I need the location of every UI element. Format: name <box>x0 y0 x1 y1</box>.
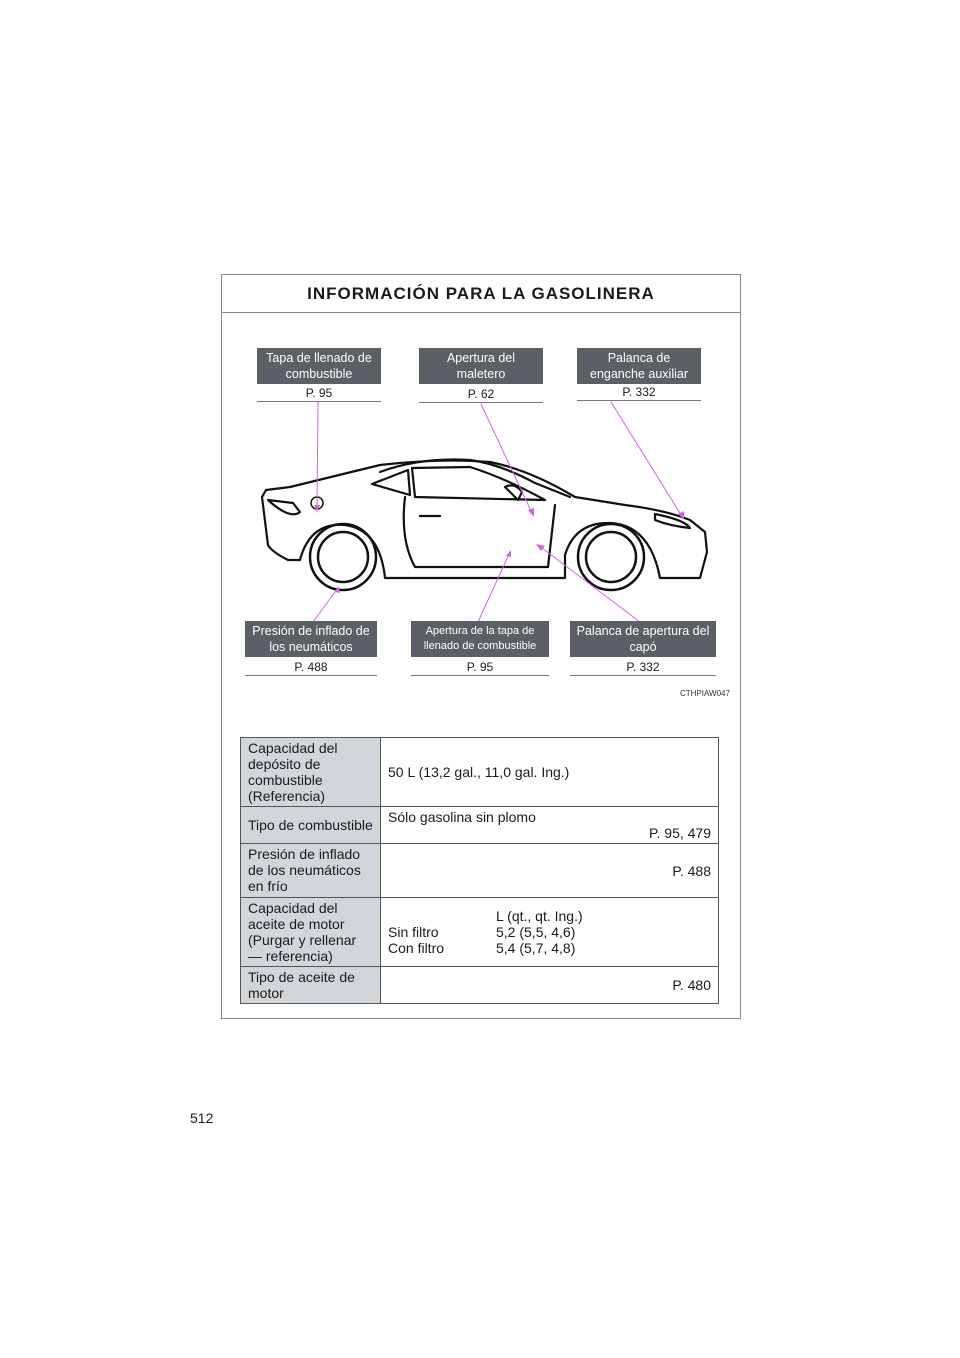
diagram-code: CTHPIAW047 <box>680 689 730 698</box>
car-door <box>404 497 555 567</box>
callout-fuel-cap <box>317 402 318 510</box>
callout-fuel-door <box>478 552 510 622</box>
row-value <box>381 807 719 844</box>
fuel-info-table <box>240 737 719 1004</box>
row-value <box>381 738 719 807</box>
tire-pressure-ref: P. 488 <box>381 844 719 898</box>
oil-row-label: Con filtro <box>388 940 445 956</box>
label-fuel-door: Apertura de la tapa de llenado de combustible <box>411 621 549 657</box>
car-mirror <box>505 485 522 500</box>
ref-tire-pressure: P. 488 <box>245 660 377 676</box>
label-tire-pressure: Presión de inflado de los neumáticos <box>245 621 377 657</box>
row-key: Tipo de aceite de motor <box>241 967 381 1004</box>
rear-wheel <box>310 524 376 590</box>
car-headlight <box>655 514 690 528</box>
oil-row-value: 5,2 (5,5, 4,6) <box>496 924 576 940</box>
ref-hood: P. 332 <box>570 660 716 676</box>
car-body-outline <box>262 461 707 578</box>
page-title: INFORMACIÓN PARA LA GASOLINERA <box>222 275 740 313</box>
front-wheel-rim <box>586 532 636 582</box>
front-wheel <box>578 524 644 590</box>
row-key: Presión de inflado de los neumáticos en frío <box>241 844 381 898</box>
label-trunk: Apertura del maletero <box>419 348 543 384</box>
table-row <box>241 898 719 967</box>
callout-tire <box>313 588 338 622</box>
oil-unit: L (qt., qt. Ing.) <box>496 908 583 924</box>
callout-aux-latch <box>611 402 683 518</box>
table-row <box>241 738 719 807</box>
car-window-rear <box>372 470 410 495</box>
ref-trunk: P. 62 <box>419 387 543 403</box>
table-row <box>241 967 719 1004</box>
row-key: Capacidad del aceite de motor (Purgar y rellenar — referencia) <box>241 898 381 967</box>
label-hood: Palanca de apertura del capó <box>570 621 716 657</box>
fuel-type-value: Sólo gasolina sin plomo <box>388 809 536 825</box>
row-key: Capacidad del depósito de combustible (Referencia) <box>241 738 381 807</box>
oil-capacity-grid <box>388 908 711 956</box>
label-fuel-cap: Tapa de llenado de combustible <box>257 348 381 384</box>
ref-fuel-cap: P. 95 <box>257 386 381 402</box>
table-row <box>241 844 719 898</box>
rear-wheel-rim <box>318 532 368 582</box>
oil-row-label: Sin filtro <box>388 924 439 940</box>
label-aux-latch: Palanca de enganche auxiliar <box>577 348 701 384</box>
page-number: 512 <box>190 1110 214 1126</box>
ref-aux-latch: P. 332 <box>577 385 701 401</box>
fuel-capacity-value: 50 L (13,2 gal., 11,0 gal. Ing.) <box>388 764 570 780</box>
fuel-type-ref: P. 95, 479 <box>648 825 711 841</box>
ref-fuel-door: P. 95 <box>411 660 549 676</box>
row-key: Tipo de combustible <box>241 807 381 844</box>
oil-type-ref: P. 480 <box>381 967 719 1004</box>
callout-hood <box>538 545 640 622</box>
oil-row-value: 5,4 (5,7, 4,8) <box>496 940 576 956</box>
row-value <box>381 898 719 967</box>
car-rear-light <box>268 500 300 514</box>
table-row <box>241 807 719 844</box>
